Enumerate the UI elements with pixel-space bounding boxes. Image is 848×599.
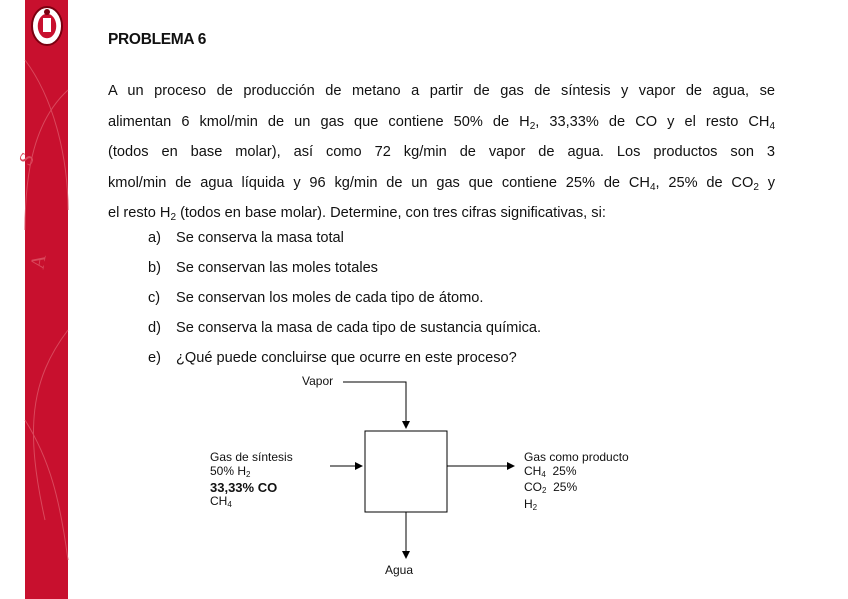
vapor-label: Vapor bbox=[302, 374, 334, 388]
svg-text:A: A bbox=[26, 252, 51, 271]
output-stream-label: Gas como producto CH4 25% CO2 25% H2 bbox=[524, 450, 629, 512]
input-stream-label: Gas de síntesis 50% H2 33,33% CO CH4 bbox=[210, 450, 293, 509]
statement-line: kmol/min de agua líquida y 96 kg/min de un gas que contiene 25% de $CH_4$, 25% de $CO_2$ y bbox=[108, 174, 775, 193]
list-item: b) Se conservan las moles totales bbox=[148, 260, 378, 276]
list-item: d) Se conserva la masa de cada tipo de sustancia química. bbox=[148, 320, 542, 336]
list-item: e) ¿Qué puede concluirse que ocurre en este proceso? bbox=[148, 350, 517, 366]
statement-line: alimentan 6 kmol/min de un gas que contiene 50% de $H_2$, 33,33% de CO y el resto $CH_4$ bbox=[108, 113, 776, 132]
agua-label: Agua bbox=[385, 563, 414, 577]
statement-line: (todos en base molar), así como 72 kg/min de vapor de agua. Los productos son 3 bbox=[108, 144, 775, 160]
list-item: a) Se conserva la masa total bbox=[148, 230, 344, 246]
statement-line: el resto $H_2$ (todos en base molar). Determine, con tres cifras significativas, si: bbox=[108, 205, 606, 223]
svg-text:S: S bbox=[14, 148, 40, 170]
problem-title: PROBLEMA 6 bbox=[108, 31, 207, 48]
vapor-stream-arrow bbox=[343, 382, 406, 428]
statement-line: A un proceso de producción de metano a partir de gas de síntesis y vapor de agua, se bbox=[108, 83, 775, 99]
list-item: c) Se conservan los moles de cada tipo de átomo. bbox=[148, 290, 484, 306]
process-box bbox=[365, 431, 447, 512]
